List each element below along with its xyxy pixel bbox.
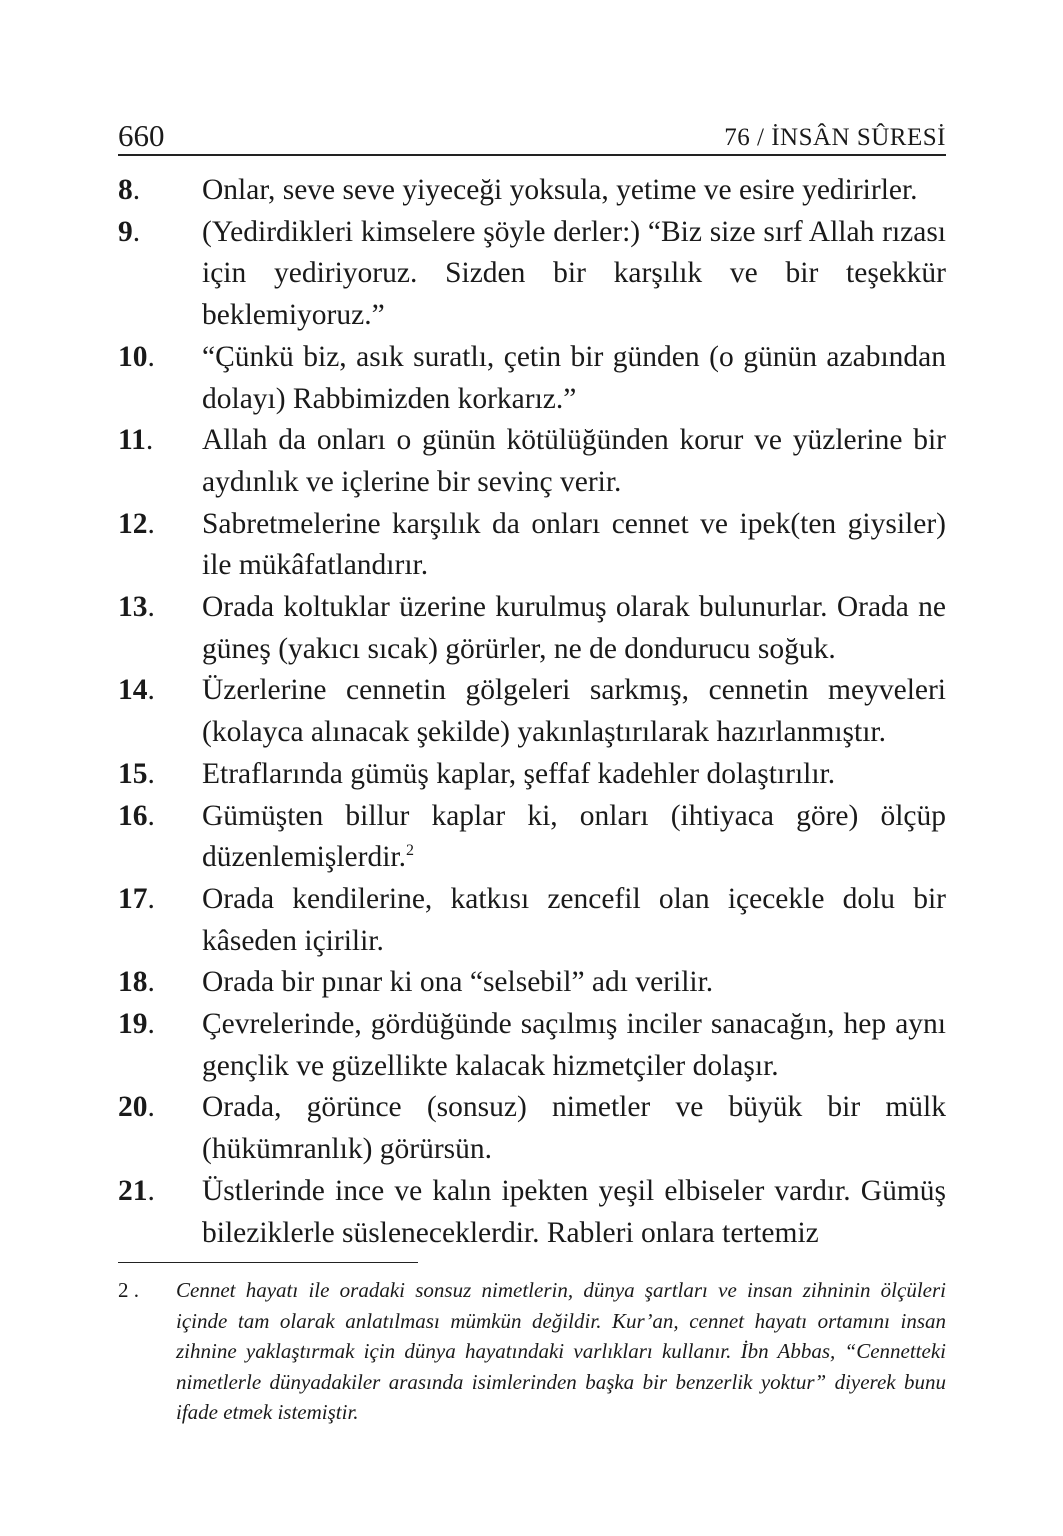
footnote-text: Cennet hayatı ile oradaki sonsuz nimetlerin, dünya şartları ve insan zihninin ölçüleri içinde tam olarak anlatılması mümkün değildir. Kur’an, cennet hayatı ortamını insan zihnine yaklaştırmak için dünya hayatındaki varlıkları kullanır. İbn Abbas, “Cennetteki nimetlerle dünyadakiler arasında isimlerinden başka bir benzerlik yoktur” diyerek bunu ifade etmek istemiştir. <box>176 1278 946 1425</box>
footnote <box>118 1275 946 1428</box>
verse-12: 12. Sabretmelerine karşılık da onları cennet ve ipek(ten giysiler) ile mükâfatlandırır. <box>118 504 946 587</box>
verse-number: 19 <box>118 1008 148 1041</box>
verse-15: 15. Etraflarında gümüş kaplar, şeffaf kadehler dolaştırılır. <box>118 754 946 796</box>
verse-text: Çevrelerinde, gördüğünde saçılmış inciler sanacağın, hep aynı gençlik ve güzellikte kalacak hizmetçiler dolaşır. <box>202 1008 946 1082</box>
verse-text: Üzerlerine cennetin gölgeleri sarkmış, cennetin meyveleri (kolayca alınacak şekilde) yakınlaştırılarak hazırlanmıştır. <box>202 674 946 749</box>
verse-number: 8 <box>118 174 133 206</box>
verse-14: 14. Üzerlerine cennetin gölgeleri sarkmış, cennetin meyveleri (kolayca alınacak şekilde) yakınlaştırılarak hazırlanmıştır. <box>118 670 946 753</box>
footnote-divider <box>118 1262 418 1263</box>
verse-10: 10. “Çünkü biz, asık suratlı, çetin bir günden (o günün azabından dolayı) Rabbimizden korkarız.” <box>118 337 946 420</box>
verse-19: 19. Çevrelerinde, gördüğünde saçılmış inciler sanacağın, hep aynı gençlik ve güzellikte kalacak hizmetçiler dolaşır. <box>118 1004 946 1087</box>
verse-number: 12 <box>118 507 148 540</box>
verse-18: 18. Orada bir pınar ki ona “selsebil” adı verilir. <box>118 962 946 1004</box>
verse-text: Etraflarında gümüş kaplar, şeffaf kadehler dolaştırılır. <box>202 757 836 790</box>
verse-text: Onlar, seve seve yiyeceği yoksula, yetime ve esire yedirirler. <box>202 174 918 206</box>
verse-17: 17. Orada kendilerine, katkısı zencefil olan içecekle dolu bir kâseden içirilir. <box>118 879 946 962</box>
verse-9: 9. (Yedirdikleri kimselere şöyle derler:) “Biz size sırf Allah rızası için yediriyoruz. Sizden bir karşılık ve bir teşekkür beklemiyoruz.” <box>118 212 946 337</box>
verse-number: 13 <box>118 591 148 624</box>
running-head: 76 / İNSÂN SÛRESİ <box>724 124 946 151</box>
verse-text: Üstlerinde ince ve kalın ipekten yeşil elbiseler vardır. Gümüş bileziklerle süsleneceklerdir. Rableri onlara tertemiz <box>202 1174 946 1249</box>
verse-21: 21. Üstlerinde ince ve kalın ipekten yeşil elbiseler vardır. Gümüş bileziklerle süsleneceklerdir. Rableri onlara tertemiz <box>118 1171 946 1254</box>
verse-13: 13. Orada koltuklar üzerine kurulmuş olarak bulunurlar. Orada ne güneş (yakıcı sıcak) görürler, ne de dondurucu soğuk. <box>118 587 946 670</box>
verse-11: 11. Allah da onları o günün kötülüğünden korur ve yüzlerine bir aydınlık ve içlerine bir sevinç verir. <box>118 420 946 503</box>
verse-20: 20. Orada, görünce (sonsuz) nimetler ve büyük bir mülk (hükümranlık) görürsün. <box>118 1087 946 1170</box>
verse-number: 9 <box>118 215 133 248</box>
footnote-reference[interactable]: 2 <box>405 842 414 860</box>
verse-number: 17 <box>118 882 148 915</box>
verse-text: Orada, görünce (sonsuz) nimetler ve büyük bir mülk (hükümranlık) görürsün. <box>202 1091 946 1166</box>
verse-number: 11 <box>118 424 146 457</box>
footnote-number: 2 . <box>118 1278 139 1303</box>
verse-number: 15 <box>118 757 148 790</box>
page-number: 660 <box>118 118 165 153</box>
page-header <box>118 112 946 156</box>
verse-number: 14 <box>118 674 148 707</box>
book-page <box>118 112 946 1428</box>
verse-text: “Çünkü biz, asık suratlı, çetin bir günden (o günün azabından dolayı) Rabbimizden korkarız.” <box>202 340 946 415</box>
verse-8: 8. Onlar, seve seve yiyeceği yoksula, yetime ve esire yedirirler. <box>118 170 946 212</box>
verse-text-body: Gümüşten billur kaplar ki, onları (ihtiyaca göre) ölçüp düzenlemişlerdir. <box>202 799 946 874</box>
verse-number: 18 <box>118 966 148 999</box>
verse-text: Orada koltuklar üzerine kurulmuş olarak bulunurlar. Orada ne güneş (yakıcı sıcak) görürler, ne de dondurucu soğuk. <box>202 591 946 665</box>
verse-list <box>118 170 946 1254</box>
verse-text: Orada bir pınar ki ona “selsebil” adı verilir. <box>202 966 714 999</box>
verse-text: Orada kendilerine, katkısı zencefil olan içecekle dolu bir kâseden içirilir. <box>202 882 946 957</box>
verse-16: 16. Gümüşten billur kaplar ki, onları (ihtiyaca göre) ölçüp düzenlemişlerdir.$^2$ <box>118 796 946 879</box>
verse-number: 16 <box>118 799 148 832</box>
verse-number: 10 <box>118 340 148 373</box>
verse-number: 20 <box>118 1091 148 1124</box>
verse-text <box>202 796 946 879</box>
verse-text: (Yedirdikleri kimselere şöyle derler:) “Biz size sırf Allah rızası için yediriyoruz. Sizden bir karşılık ve bir teşekkür beklemiyoruz.” <box>202 215 946 332</box>
verse-text: Allah da onları o günün kötülüğünden korur ve yüzlerine bir aydınlık ve içlerine bir sevinç verir. <box>202 424 946 498</box>
verse-text: Sabretmelerine karşılık da onları cennet ve ipek(ten giysiler) ile mükâfatlandırır. <box>202 507 946 582</box>
verse-number: 21 <box>118 1174 148 1207</box>
